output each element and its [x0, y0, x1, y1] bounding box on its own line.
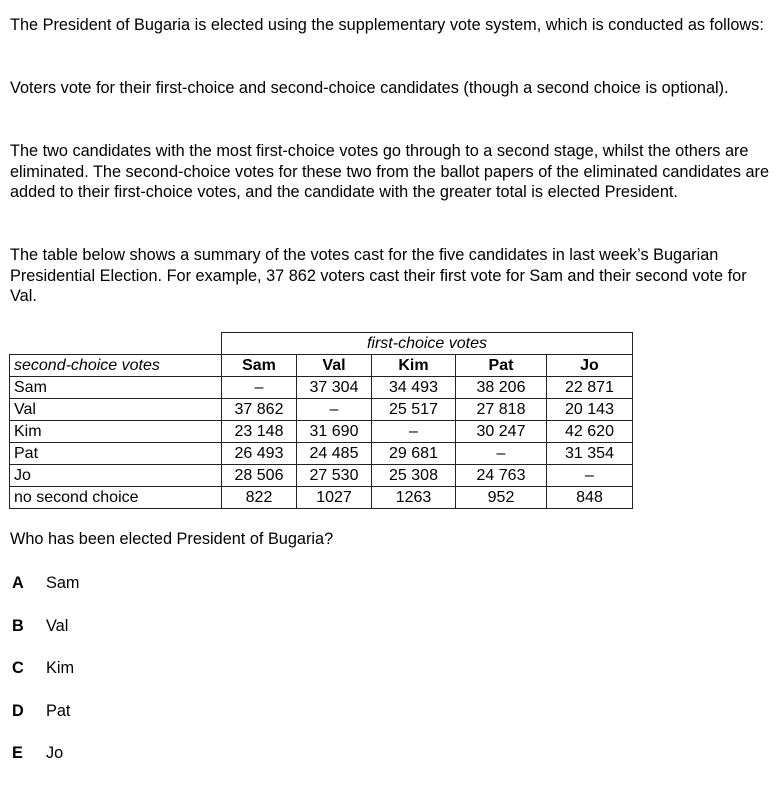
option-text: Jo	[46, 744, 64, 762]
header-row	[10, 355, 633, 377]
option-text: Kim	[46, 659, 75, 677]
row-label: Sam	[10, 377, 222, 399]
cell: 848	[547, 487, 633, 509]
row-header: second-choice votes	[10, 355, 222, 377]
cell: 1027	[297, 487, 372, 509]
table-row	[10, 377, 633, 399]
cell: 1263	[372, 487, 456, 509]
cell: 37 862	[222, 399, 297, 421]
cell: 24 763	[456, 465, 547, 487]
cell: –	[456, 443, 547, 465]
answer-option[interactable]	[12, 658, 74, 679]
cell: 28 506	[222, 465, 297, 487]
elimination-paragraph: The two candidates with the most first-choice votes go through to a second stage, whilst the others are eliminated. The second-choice votes for these two from the ballot papers of the eliminated candidates are added to their first-choice votes, and the candidate with the greater total is elected President.	[10, 142, 770, 202]
option-text: Val	[46, 616, 69, 635]
column-header: Jo	[547, 355, 633, 377]
cell: 37 304	[297, 377, 372, 399]
cell: 25 517	[372, 399, 456, 421]
cell: 26 493	[222, 443, 297, 465]
row-label: Jo	[10, 465, 222, 487]
answer-option[interactable]	[12, 616, 68, 637]
answer-option[interactable]	[12, 573, 79, 594]
row-label: Pat	[10, 443, 222, 465]
cell: 23 148	[222, 421, 297, 443]
table-row	[10, 443, 633, 465]
cell: –	[547, 465, 633, 487]
group-header: first-choice votes	[222, 333, 633, 355]
intro-paragraph: The President of Bugaria is elected using the supplementary vote system, which is conducted as follows:	[10, 16, 764, 34]
option-text: Sam	[46, 574, 80, 592]
voting-paragraph: Voters vote for their first-choice and second-choice candidates (though a second choice is optional).	[10, 79, 729, 97]
row-label: Val	[10, 399, 222, 421]
cell: 31 354	[547, 443, 633, 465]
table-row	[10, 465, 633, 487]
option-letter: B	[12, 616, 24, 635]
option-text: Pat	[46, 701, 71, 720]
cell: 31 690	[297, 421, 372, 443]
cell: 30 247	[456, 421, 547, 443]
option-letter: C	[12, 659, 24, 677]
row-label: Kim	[10, 421, 222, 443]
table-intro-paragraph: The table below shows a summary of the votes cast for the five candidates in last week’s Bugarian Presidential Election. For example, 37 862 voters cast their first vote for Sam and their second vote for Val.	[10, 246, 747, 306]
cell: 952	[456, 487, 547, 509]
option-letter: E	[12, 744, 23, 762]
cell: 822	[222, 487, 297, 509]
column-header: Pat	[456, 355, 547, 377]
table-row	[10, 487, 633, 509]
cell: 27 530	[297, 465, 372, 487]
cell: 27 818	[456, 399, 547, 421]
row-label: no second choice	[10, 487, 222, 509]
cell: 42 620	[547, 421, 633, 443]
cell: –	[372, 421, 456, 443]
cell: 22 871	[547, 377, 633, 399]
column-header: Val	[297, 355, 372, 377]
table-row	[10, 399, 633, 421]
option-letter: A	[12, 574, 24, 592]
cell: 25 308	[372, 465, 456, 487]
answer-option[interactable]	[12, 743, 63, 764]
answer-option[interactable]	[12, 701, 70, 722]
option-letter: D	[12, 701, 24, 720]
votes-table	[9, 332, 633, 509]
cell: 34 493	[372, 377, 456, 399]
cell: 29 681	[372, 443, 456, 465]
column-header: Sam	[222, 355, 297, 377]
cell: –	[222, 377, 297, 399]
table-row	[10, 421, 633, 443]
cell: –	[297, 399, 372, 421]
cell: 38 206	[456, 377, 547, 399]
column-header: Kim	[372, 355, 456, 377]
question: Who has been elected President of Bugaria?	[10, 530, 334, 548]
cell: 20 143	[547, 399, 633, 421]
cell: 24 485	[297, 443, 372, 465]
